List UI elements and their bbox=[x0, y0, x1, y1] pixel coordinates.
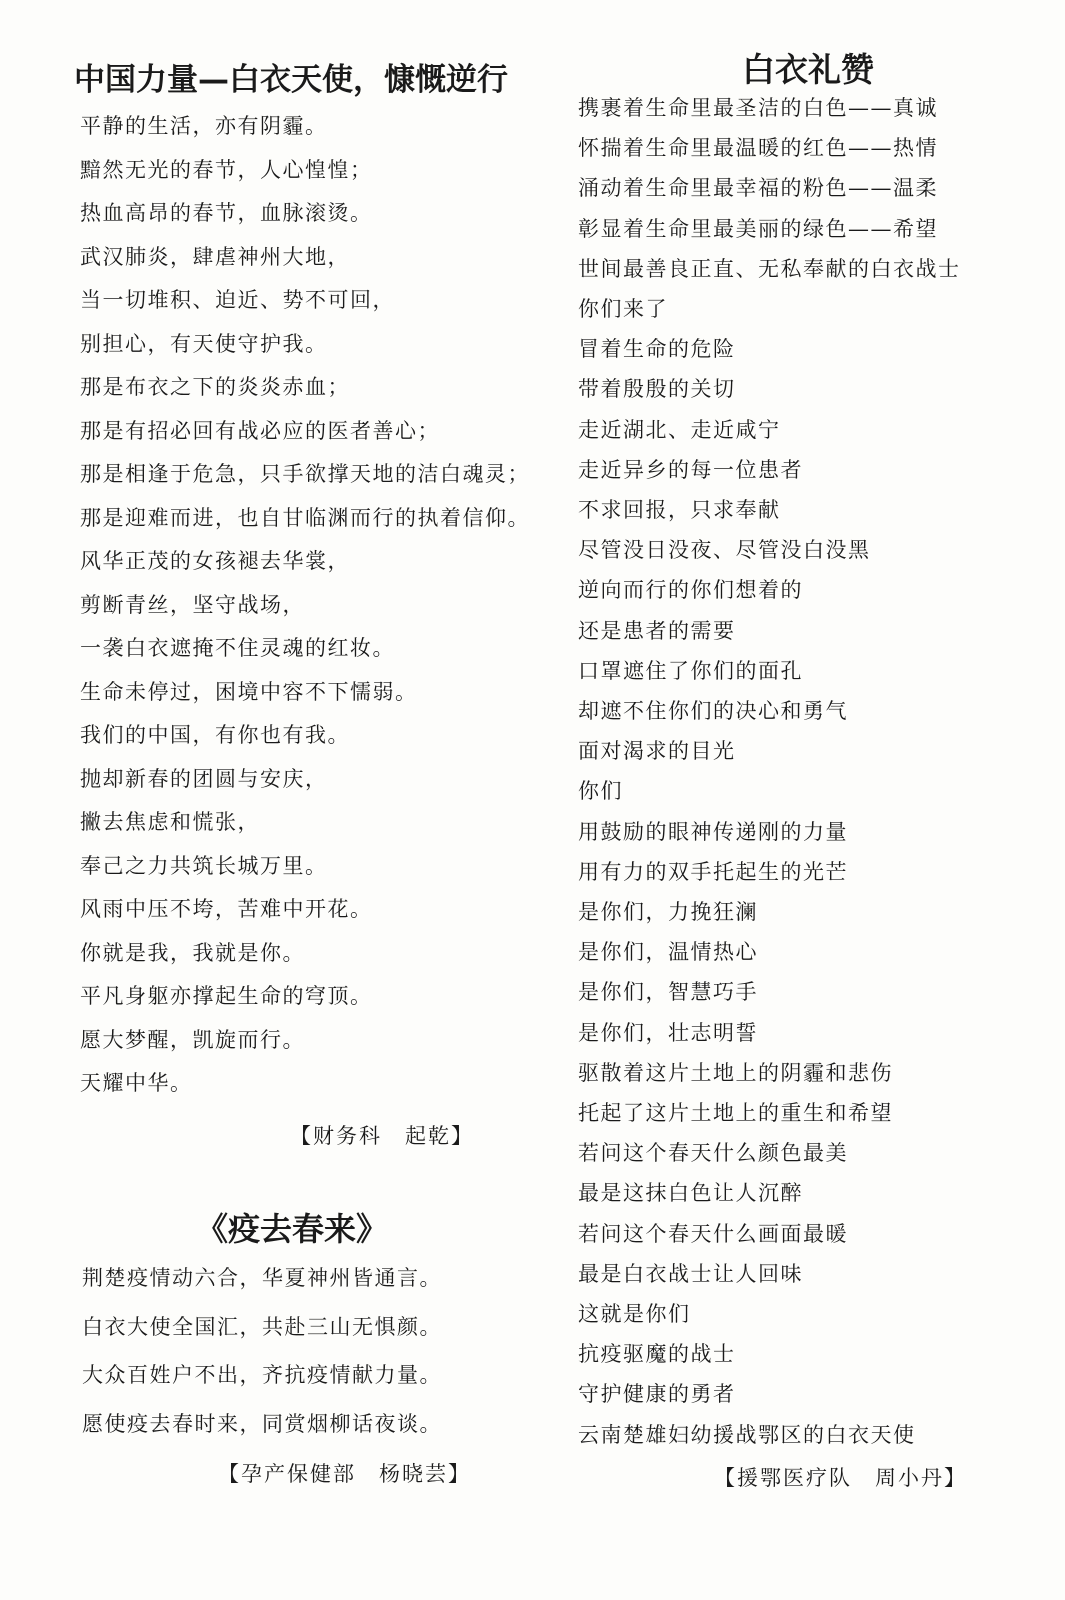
poem-line: 你就是我，我就是你。 bbox=[80, 940, 305, 965]
poem-line: 携裹着生命里最圣洁的白色——真诚 bbox=[578, 96, 938, 120]
poem-line: 是你们，壮志明誓 bbox=[578, 1020, 758, 1045]
poem-line: 不求回报，只求奉献 bbox=[578, 498, 781, 522]
poem-line: 平静的生活，亦有阴霾。 bbox=[80, 114, 328, 138]
poem2-title: 《疫去春来》 bbox=[196, 1210, 389, 1248]
poem3-signature: 【援鄂医疗队 周小丹】 bbox=[714, 1466, 967, 1490]
poem-line: 面对渴求的目光 bbox=[578, 739, 736, 764]
poem2-signature: 【孕产保健部 杨晓芸】 bbox=[218, 1462, 471, 1486]
poem-line: 白衣大使全国汇，共赴三山无惧颜。 bbox=[82, 1314, 442, 1339]
poem-line: 荆楚疫情动六合，华夏神州皆通言。 bbox=[82, 1266, 442, 1290]
poem-line: 我们的中国，有你也有我。 bbox=[80, 723, 350, 747]
poem-line: 云南楚雄妇幼援战鄂区的白衣天使 bbox=[578, 1422, 916, 1447]
poem-line: 生命未停过，困境中容不下懦弱。 bbox=[80, 679, 418, 704]
poem-line: 平凡身躯亦撑起生命的穹顶。 bbox=[80, 984, 373, 1008]
poem-line: 天耀中华。 bbox=[80, 1071, 193, 1095]
poem3-title: 白衣礼赞 bbox=[742, 50, 874, 89]
poem-line: 大众百姓户不出，齐抗疫情献力量。 bbox=[82, 1363, 442, 1387]
poem-line: 愿大梦醒，凯旋而行。 bbox=[80, 1027, 305, 1052]
poem-line: 用鼓励的眼神传递刚的力量 bbox=[578, 819, 848, 844]
poem1-signature: 【财务科 起乾】 bbox=[290, 1124, 474, 1148]
poem-line: 驱散着这片土地上的阴霾和悲伤 bbox=[578, 1060, 893, 1085]
poem1-title: 中国力量—白衣天使，慷慨逆行 bbox=[74, 62, 508, 98]
poem-line: 尽管没日没夜、尽管没白没黑 bbox=[578, 538, 871, 563]
poem-line: 愿使疫去春时来，同赏烟柳话夜谈。 bbox=[82, 1411, 442, 1436]
poem-line: 那是布衣之下的炎炎赤血； bbox=[80, 375, 350, 399]
poem-line: 抗疫驱魔的战士 bbox=[578, 1342, 736, 1367]
poem-line: 风雨中压不垮，苦难中开花。 bbox=[80, 897, 373, 921]
poem-line: 那是相逢于危急，只手欲撑天地的洁白魂灵； bbox=[80, 462, 530, 486]
poem-line: 这就是你们 bbox=[578, 1302, 691, 1326]
poem-line: 是你们，力挽狂澜 bbox=[578, 900, 758, 924]
poem-line: 别担心，有天使守护我。 bbox=[80, 331, 328, 356]
poem-line: 守护健康的勇者 bbox=[578, 1382, 736, 1407]
poem-line: 一袭白衣遮掩不住灵魂的红妆。 bbox=[80, 636, 395, 660]
poem-line: 走近湖北、走近咸宁 bbox=[578, 417, 781, 442]
poem-line: 若问这个春天什么画面最暖 bbox=[578, 1221, 848, 1246]
poem-line: 那是有招必回有战必应的医者善心； bbox=[80, 418, 440, 443]
poem-line: 若问这个春天什么颜色最美 bbox=[578, 1141, 848, 1166]
poem-line: 涌动着生命里最幸福的粉色——温柔 bbox=[578, 176, 938, 201]
poem-line: 走近异乡的每一位患者 bbox=[578, 457, 803, 482]
poem-line: 黯然无光的春节，人心惶惶； bbox=[80, 157, 373, 182]
poem-line: 却遮不住你们的决心和勇气 bbox=[578, 699, 848, 723]
poem-line: 是你们，智慧巧手 bbox=[578, 980, 758, 1005]
poem-line: 用有力的双手托起生的光芒 bbox=[578, 859, 848, 884]
poem-line: 撇去焦虑和慌张， bbox=[80, 810, 260, 834]
poem-line: 是你们，温情热心 bbox=[578, 940, 758, 965]
poem-line: 热血高昂的春节，血脉滚烫。 bbox=[80, 201, 373, 225]
poem-line: 你们 bbox=[578, 779, 623, 804]
poem-line: 彰显着生命里最美丽的绿色——希望 bbox=[578, 216, 938, 241]
poem-line: 怀揣着生命里最温暖的红色——热情 bbox=[578, 136, 938, 161]
poem-line: 最是这抹白色让人沉醉 bbox=[578, 1181, 803, 1206]
poem-line: 武汉肺炎，肆虐神州大地， bbox=[80, 244, 350, 269]
poem-line: 你们来了 bbox=[578, 297, 668, 321]
poem-line: 风华正茂的女孩褪去华裳， bbox=[80, 549, 350, 573]
poem-line: 冒着生命的危险 bbox=[578, 337, 736, 362]
poem-line: 世间最善良正直、无私奉献的白衣战士 bbox=[578, 256, 961, 281]
poem-line: 还是患者的需要 bbox=[578, 618, 736, 643]
poem-line: 那是迎难而进，也自甘临渊而行的执着信仰。 bbox=[80, 505, 530, 530]
poem-line: 当一切堆积、迫近、势不可回， bbox=[80, 288, 395, 312]
poem-line: 托起了这片土地上的重生和希望 bbox=[578, 1101, 893, 1125]
poem-line: 最是白衣战士让人回味 bbox=[578, 1261, 803, 1286]
poem-line: 剪断青丝，坚守战场， bbox=[80, 592, 305, 617]
poem-line: 抛却新春的团圆与安庆， bbox=[80, 766, 328, 791]
poem-line: 口罩遮住了你们的面孔 bbox=[578, 658, 803, 683]
poem-line: 逆向而行的你们想着的 bbox=[578, 578, 803, 603]
poem-line: 奉己之力共筑长城万里。 bbox=[80, 853, 328, 878]
poem-line: 带着殷殷的关切 bbox=[578, 377, 736, 402]
